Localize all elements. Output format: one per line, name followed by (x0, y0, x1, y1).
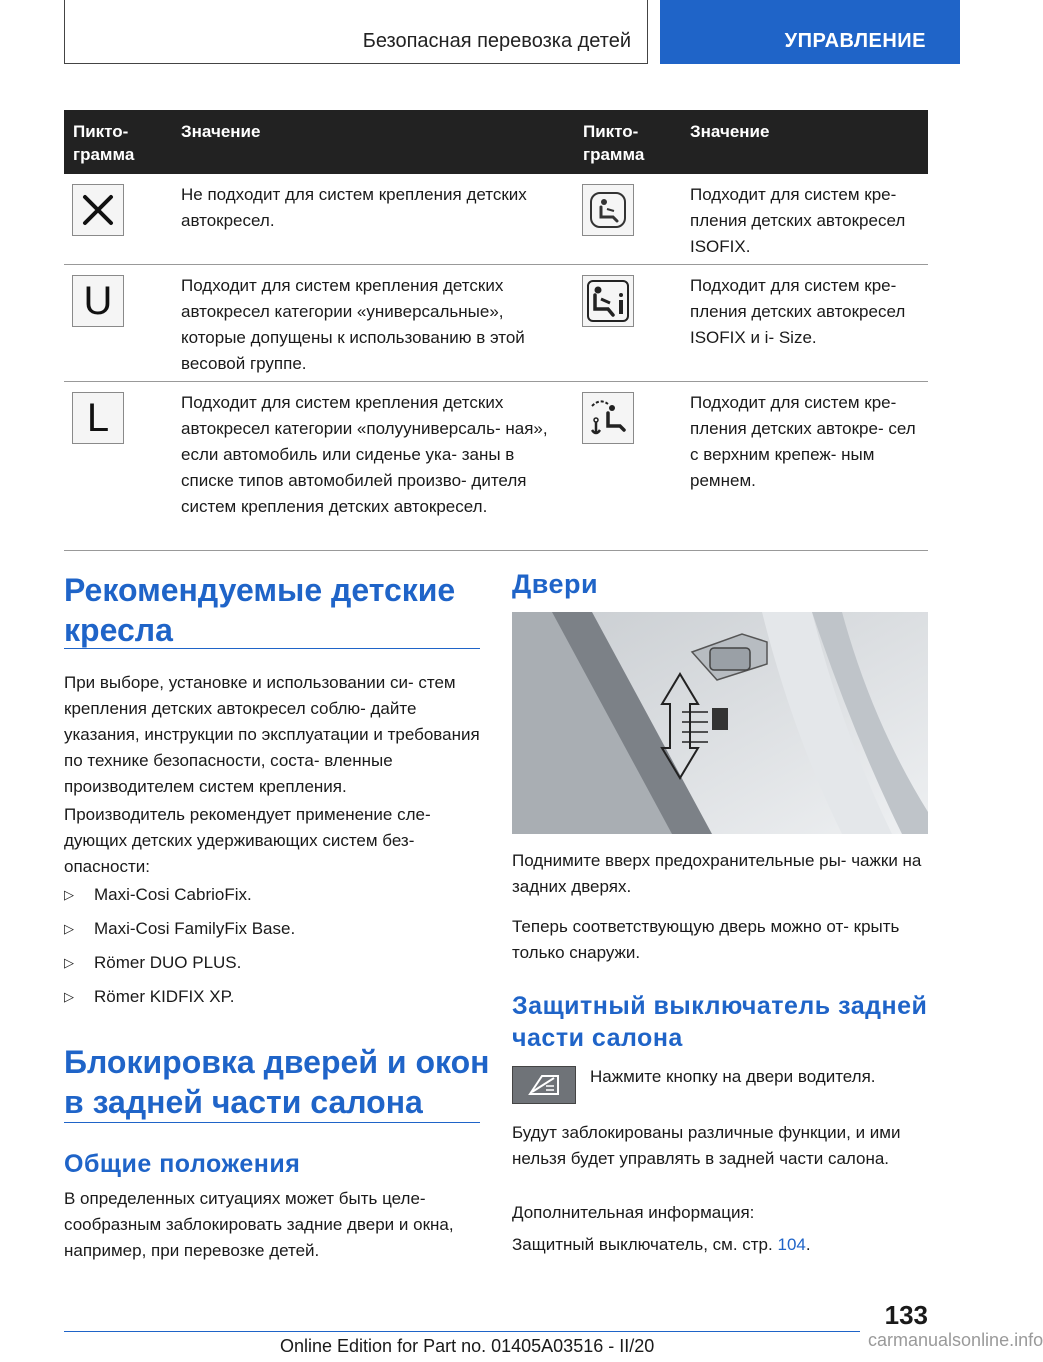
bullet-triangle-icon: ▷ (64, 887, 74, 902)
letter-u-icon: U (72, 275, 124, 327)
top-tether-icon (582, 392, 634, 444)
section-tab[interactable] (660, 0, 960, 64)
window-lock-button-icon (512, 1066, 576, 1104)
doors-para-1: Поднимите вверх предохранительные ры- чажки на задних дверях. (512, 851, 922, 896)
heading-rule (64, 1122, 480, 1123)
isofix-i-size-icon (582, 275, 634, 327)
page-reference-link[interactable]: 104 (777, 1235, 806, 1254)
safety-switch-para-2: Дополнительная информация: (512, 1203, 755, 1222)
pictogram-table (64, 110, 928, 551)
header-title-box (64, 0, 648, 64)
letter-l-icon: L (72, 392, 124, 444)
recommended-para-1: При выборе, установке и использовании си- стем крепления детских автокресел соблю- дайте указания, инструкции по эксплуатации и требования по технике безопасности, соста- вленные производителем систем крепления. (64, 673, 480, 796)
safety-switch-reference: Защитный выключатель, см. стр. 104. (512, 1235, 811, 1254)
bullet-triangle-icon: ▷ (64, 955, 74, 970)
table-header (64, 110, 928, 174)
locking-heading: Блокировка дверей и окон в задней части салона (64, 1044, 490, 1120)
col-meaning-1: Значение (181, 122, 261, 141)
safety-switch-instruction: Нажмите кнопку на двери водителя. (590, 1067, 876, 1086)
door-lock-image (512, 612, 928, 834)
row-3-left-text: Подходит для систем крепления детских автокресел категории «полууниверсаль- ная», если автомобиль или сиденье ука- заны в списке типов автомобилей произво- дителя систем крепления детских автокресел. (181, 393, 548, 516)
isofix-seat-icon (582, 184, 634, 236)
safety-switch-para-1: Будут заблокированы различные функции, и ими нельзя будет управлять в задней части салона. (512, 1123, 901, 1168)
col-meaning-2: Значение (690, 122, 770, 141)
bullet-triangle-icon: ▷ (64, 921, 74, 936)
table-row (64, 265, 928, 382)
page-number: 133 (884, 1300, 928, 1330)
recommended-para-2: Производитель рекомендует применение сле- дующих детских удерживающих систем без- опасности: (64, 805, 431, 876)
watermark: carmanualsonline.info (868, 1330, 1043, 1350)
heading-rule (64, 648, 480, 649)
safety-switch-heading: Защитный выключатель задней части салона (512, 992, 928, 1052)
bullet-triangle-icon: ▷ (64, 989, 74, 1004)
row-2-left-text: Подходит для систем крепления детских автокресел категории «универсальные», которые допущены к использованию в этой весовой группе. (181, 276, 525, 373)
footer-edition: Online Edition for Part no. 01405A03516 - II/20 (280, 1336, 655, 1356)
col-pictogram-1: Пикто- грамма (73, 122, 135, 164)
col-pictogram-2: Пикто- грамма (583, 122, 645, 164)
recommended-heading: Рекомендуемые детские кресла (64, 572, 456, 648)
section-label: УПРАВЛЕНИЕ (784, 30, 926, 52)
doors-heading: Двери (512, 569, 599, 599)
table-row (64, 174, 928, 265)
row-2-right-text: Подходит для систем кре- пления детских автокресел ISOFIX и i- Size. (690, 276, 906, 347)
row-1-right-text: Подходит для систем кре- пления детских автокресел ISOFIX. (690, 185, 906, 256)
general-provisions-heading: Общие положения (64, 1150, 301, 1178)
row-1-left-text: Не подходит для систем крепления детских автокресел. (181, 185, 527, 230)
table-row (64, 382, 928, 551)
cross-icon (72, 184, 124, 236)
footer-rule (64, 1331, 860, 1332)
locking-para: В определенных ситуациях может быть целе- сообразным заблокировать задние двери и окна, например, при перевозке детей. (64, 1189, 454, 1260)
row-3-right-text: Подходит для систем кре- пления детских автокре- сел с верхним крепеж- ным ремнем. (690, 393, 916, 490)
chapter-title: Безопасная перевозка детей (362, 30, 631, 52)
doors-para-2: Теперь соответствующую дверь можно от- крыть только снаружи. (512, 917, 900, 962)
